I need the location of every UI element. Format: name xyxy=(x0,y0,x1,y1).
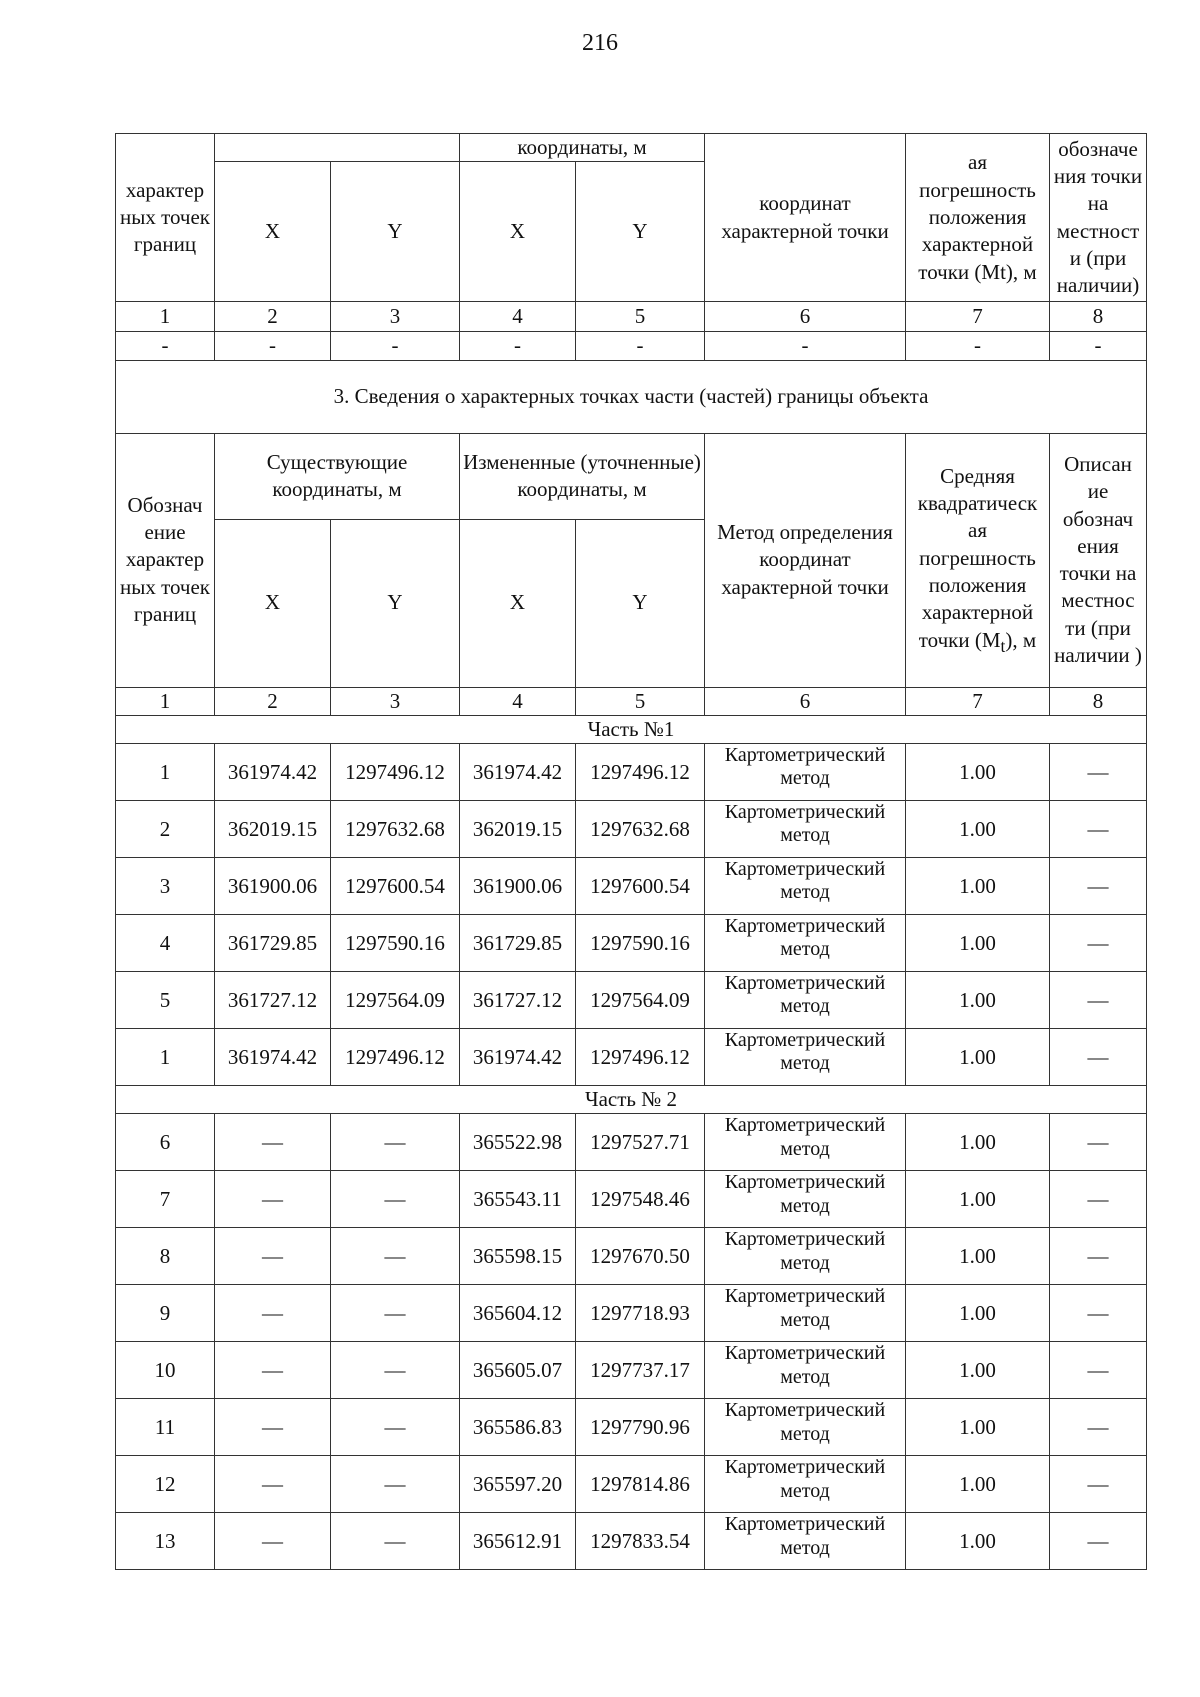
existing-x-cell: — xyxy=(215,1171,331,1228)
method-cell: Картометрический метод xyxy=(705,744,906,801)
changed-y-cell: 1297833.54 xyxy=(576,1513,705,1570)
method-cell: Картометрический метод xyxy=(705,1228,906,1285)
section-title: 3. Сведения о характерных точках части (частей) границы объекта xyxy=(116,360,1147,433)
mean-error-cell: 1.00 xyxy=(906,744,1050,801)
changed-x-cell: 365605.07 xyxy=(460,1342,576,1399)
mean-error-cell: 1.00 xyxy=(906,1029,1050,1086)
changed-x-cell: 362019.15 xyxy=(460,801,576,858)
mean-error-cell: 1.00 xyxy=(906,1285,1050,1342)
point-number-cell: 7 xyxy=(116,1171,215,1228)
changed-y-cell: 1297670.50 xyxy=(576,1228,705,1285)
existing-y-cell: 1297590.16 xyxy=(331,915,460,972)
existing-y-cell: 1297632.68 xyxy=(331,801,460,858)
part-title-row xyxy=(116,715,1147,743)
section-number-row xyxy=(116,687,1147,715)
existing-x-cell: — xyxy=(215,1399,331,1456)
changed-y-cell: 1297737.17 xyxy=(576,1342,705,1399)
top-num: 1 xyxy=(116,302,215,332)
point-number-cell: 5 xyxy=(116,972,215,1029)
existing-y-cell: 1297564.09 xyxy=(331,972,460,1029)
top-header-method: координат характерной точки xyxy=(705,134,906,302)
existing-y-cell: — xyxy=(331,1342,460,1399)
top-sub-x1: X xyxy=(215,162,331,302)
changed-y-cell: 1297590.16 xyxy=(576,915,705,972)
table-row xyxy=(116,1228,1147,1285)
header-point-designation: Обознач ение характер ных точек границ xyxy=(116,433,215,687)
top-header-error: ая погрешность положения характерной точки (Mt), м xyxy=(906,134,1050,302)
col-number: 6 xyxy=(705,687,906,715)
point-number-cell: 12 xyxy=(116,1456,215,1513)
existing-y-cell: — xyxy=(331,1228,460,1285)
dash-cell: - xyxy=(705,332,906,360)
header-description: Описан ие обознач ения точки на местнос ти (при наличии ) xyxy=(1050,433,1147,687)
col-number: 5 xyxy=(576,687,705,715)
mean-error-cell: 1.00 xyxy=(906,1114,1050,1171)
col-number: 1 xyxy=(116,687,215,715)
method-cell: Картометрический метод xyxy=(705,858,906,915)
top-num: 6 xyxy=(705,302,906,332)
existing-y-cell: — xyxy=(331,1171,460,1228)
dash-cell: - xyxy=(576,332,705,360)
top-number-row xyxy=(116,302,1147,332)
method-cell: Картометрический метод xyxy=(705,1114,906,1171)
changed-x-cell: 361900.06 xyxy=(460,858,576,915)
existing-x-cell: 361900.06 xyxy=(215,858,331,915)
existing-x-cell: 361974.42 xyxy=(215,1029,331,1086)
point-number-cell: 1 xyxy=(116,744,215,801)
mean-error-cell: 1.00 xyxy=(906,1513,1050,1570)
top-header-col23 xyxy=(215,134,460,162)
changed-y-cell: 1297564.09 xyxy=(576,972,705,1029)
header-existing-coords: Существующие координаты, м xyxy=(215,433,460,519)
method-cell: Картометрический метод xyxy=(705,1399,906,1456)
changed-x-cell: 365522.98 xyxy=(460,1114,576,1171)
top-dash-row xyxy=(116,332,1147,360)
table-row xyxy=(116,915,1147,972)
dash-cell: - xyxy=(331,332,460,360)
header-error xyxy=(906,433,1050,687)
table-row xyxy=(116,1456,1147,1513)
changed-x-cell: 365597.20 xyxy=(460,1456,576,1513)
mean-error-cell: 1.00 xyxy=(906,1171,1050,1228)
table-row xyxy=(116,972,1147,1029)
description-cell: — xyxy=(1050,1342,1147,1399)
table-row xyxy=(116,1029,1147,1086)
method-cell: Картометрический метод xyxy=(705,1029,906,1086)
top-num: 2 xyxy=(215,302,331,332)
table-row xyxy=(116,1114,1147,1171)
method-cell: Картометрический метод xyxy=(705,1342,906,1399)
mean-error-cell: 1.00 xyxy=(906,1456,1050,1513)
changed-y-cell: 1297814.86 xyxy=(576,1456,705,1513)
page-number: 216 xyxy=(582,30,618,56)
point-number-cell: 10 xyxy=(116,1342,215,1399)
top-sub-x2: X xyxy=(460,162,576,302)
header-changed-coords: Измененные (уточненные) координаты, м xyxy=(460,433,705,519)
changed-y-cell: 1297718.93 xyxy=(576,1285,705,1342)
changed-y-cell: 1297496.12 xyxy=(576,744,705,801)
existing-y-cell: — xyxy=(331,1285,460,1342)
existing-y-cell: — xyxy=(331,1399,460,1456)
changed-y-cell: 1297496.12 xyxy=(576,1029,705,1086)
changed-x-cell: 365612.91 xyxy=(460,1513,576,1570)
existing-y-cell: — xyxy=(331,1114,460,1171)
existing-x-cell: 362019.15 xyxy=(215,801,331,858)
description-cell: — xyxy=(1050,744,1147,801)
changed-x-cell: 361729.85 xyxy=(460,915,576,972)
table-row xyxy=(116,1513,1147,1570)
col-number: 4 xyxy=(460,687,576,715)
table-row xyxy=(116,1285,1147,1342)
col-number: 7 xyxy=(906,687,1050,715)
dash-cell: - xyxy=(116,332,215,360)
col-number: 3 xyxy=(331,687,460,715)
table-row xyxy=(116,1399,1147,1456)
changed-y-cell: 1297527.71 xyxy=(576,1114,705,1171)
mean-error-cell: 1.00 xyxy=(906,801,1050,858)
description-cell: — xyxy=(1050,801,1147,858)
method-cell: Картометрический метод xyxy=(705,1513,906,1570)
section-header-row xyxy=(116,433,1147,519)
top-num: 4 xyxy=(460,302,576,332)
table-row xyxy=(116,801,1147,858)
changed-y-cell: 1297790.96 xyxy=(576,1399,705,1456)
top-sub-y2: Y xyxy=(576,162,705,302)
changed-y-cell: 1297632.68 xyxy=(576,801,705,858)
top-header-desc: обозначе ния точки на местност и (при наличии) xyxy=(1050,134,1147,302)
changed-x-cell: 365586.83 xyxy=(460,1399,576,1456)
description-cell: — xyxy=(1050,972,1147,1029)
existing-y-cell: 1297496.12 xyxy=(331,744,460,801)
part-title: Часть №1 xyxy=(116,715,1147,743)
dash-cell: - xyxy=(906,332,1050,360)
existing-y-cell: 1297600.54 xyxy=(331,858,460,915)
table-row xyxy=(116,1171,1147,1228)
existing-x-cell: 361974.42 xyxy=(215,744,331,801)
point-number-cell: 2 xyxy=(116,801,215,858)
part-title: Часть № 2 xyxy=(116,1086,1147,1114)
changed-x-cell: 365598.15 xyxy=(460,1228,576,1285)
header-error-sub: t xyxy=(1000,635,1006,656)
description-cell: — xyxy=(1050,1228,1147,1285)
part-title-row xyxy=(116,1086,1147,1114)
point-number-cell: 9 xyxy=(116,1285,215,1342)
existing-x-cell: — xyxy=(215,1456,331,1513)
changed-x-cell: 361727.12 xyxy=(460,972,576,1029)
header-error-tail: ), м xyxy=(1005,627,1037,652)
header-error-main: Средняя квадратическ ая погрешность положения характерной точки (M xyxy=(917,463,1038,652)
description-cell: — xyxy=(1050,1513,1147,1570)
point-number-cell: 11 xyxy=(116,1399,215,1456)
method-cell: Картометрический метод xyxy=(705,1171,906,1228)
table-row xyxy=(116,1342,1147,1399)
point-number-cell: 4 xyxy=(116,915,215,972)
method-cell: Картометрический метод xyxy=(705,801,906,858)
col-number: 8 xyxy=(1050,687,1147,715)
dash-cell: - xyxy=(215,332,331,360)
sub-y-changed: Y xyxy=(576,519,705,687)
point-number-cell: 8 xyxy=(116,1228,215,1285)
top-header-coords: координаты, м xyxy=(460,134,705,162)
existing-y-cell: — xyxy=(331,1513,460,1570)
dash-cell: - xyxy=(460,332,576,360)
description-cell: — xyxy=(1050,1399,1147,1456)
existing-x-cell: — xyxy=(215,1114,331,1171)
point-number-cell: 13 xyxy=(116,1513,215,1570)
existing-x-cell: 361729.85 xyxy=(215,915,331,972)
sub-x-changed: X xyxy=(460,519,576,687)
method-cell: Картометрический метод xyxy=(705,1285,906,1342)
top-header-row xyxy=(116,134,1147,162)
description-cell: — xyxy=(1050,1456,1147,1513)
changed-x-cell: 361974.42 xyxy=(460,744,576,801)
mean-error-cell: 1.00 xyxy=(906,972,1050,1029)
existing-y-cell: 1297496.12 xyxy=(331,1029,460,1086)
section-title-row xyxy=(116,360,1147,433)
point-number-cell: 6 xyxy=(116,1114,215,1171)
mean-error-cell: 1.00 xyxy=(906,858,1050,915)
method-cell: Картометрический метод xyxy=(705,1456,906,1513)
mean-error-cell: 1.00 xyxy=(906,915,1050,972)
changed-x-cell: 361974.42 xyxy=(460,1029,576,1086)
sub-x-existing: X xyxy=(215,519,331,687)
table-row xyxy=(116,744,1147,801)
description-cell: — xyxy=(1050,1114,1147,1171)
sub-y-existing: Y xyxy=(331,519,460,687)
table-row xyxy=(116,858,1147,915)
top-sub-y1: Y xyxy=(331,162,460,302)
changed-y-cell: 1297548.46 xyxy=(576,1171,705,1228)
description-cell: — xyxy=(1050,1285,1147,1342)
dash-cell: - xyxy=(1050,332,1147,360)
existing-x-cell: 361727.12 xyxy=(215,972,331,1029)
top-num: 7 xyxy=(906,302,1050,332)
existing-x-cell: — xyxy=(215,1285,331,1342)
point-number-cell: 1 xyxy=(116,1029,215,1086)
existing-x-cell: — xyxy=(215,1228,331,1285)
changed-x-cell: 365604.12 xyxy=(460,1285,576,1342)
existing-x-cell: — xyxy=(215,1513,331,1570)
changed-y-cell: 1297600.54 xyxy=(576,858,705,915)
existing-x-cell: — xyxy=(215,1342,331,1399)
point-number-cell: 3 xyxy=(116,858,215,915)
description-cell: — xyxy=(1050,1029,1147,1086)
description-cell: — xyxy=(1050,1171,1147,1228)
boundary-points-table xyxy=(115,133,1147,1570)
top-num: 3 xyxy=(331,302,460,332)
top-num: 5 xyxy=(576,302,705,332)
method-cell: Картометрический метод xyxy=(705,972,906,1029)
mean-error-cell: 1.00 xyxy=(906,1228,1050,1285)
changed-x-cell: 365543.11 xyxy=(460,1171,576,1228)
col-number: 2 xyxy=(215,687,331,715)
description-cell: — xyxy=(1050,915,1147,972)
top-header-col1: характер ных точек границ xyxy=(116,134,215,302)
top-num: 8 xyxy=(1050,302,1147,332)
header-method: Метод определения координат характерной точки xyxy=(705,433,906,687)
method-cell: Картометрический метод xyxy=(705,915,906,972)
mean-error-cell: 1.00 xyxy=(906,1342,1050,1399)
description-cell: — xyxy=(1050,858,1147,915)
mean-error-cell: 1.00 xyxy=(906,1399,1050,1456)
existing-y-cell: — xyxy=(331,1456,460,1513)
